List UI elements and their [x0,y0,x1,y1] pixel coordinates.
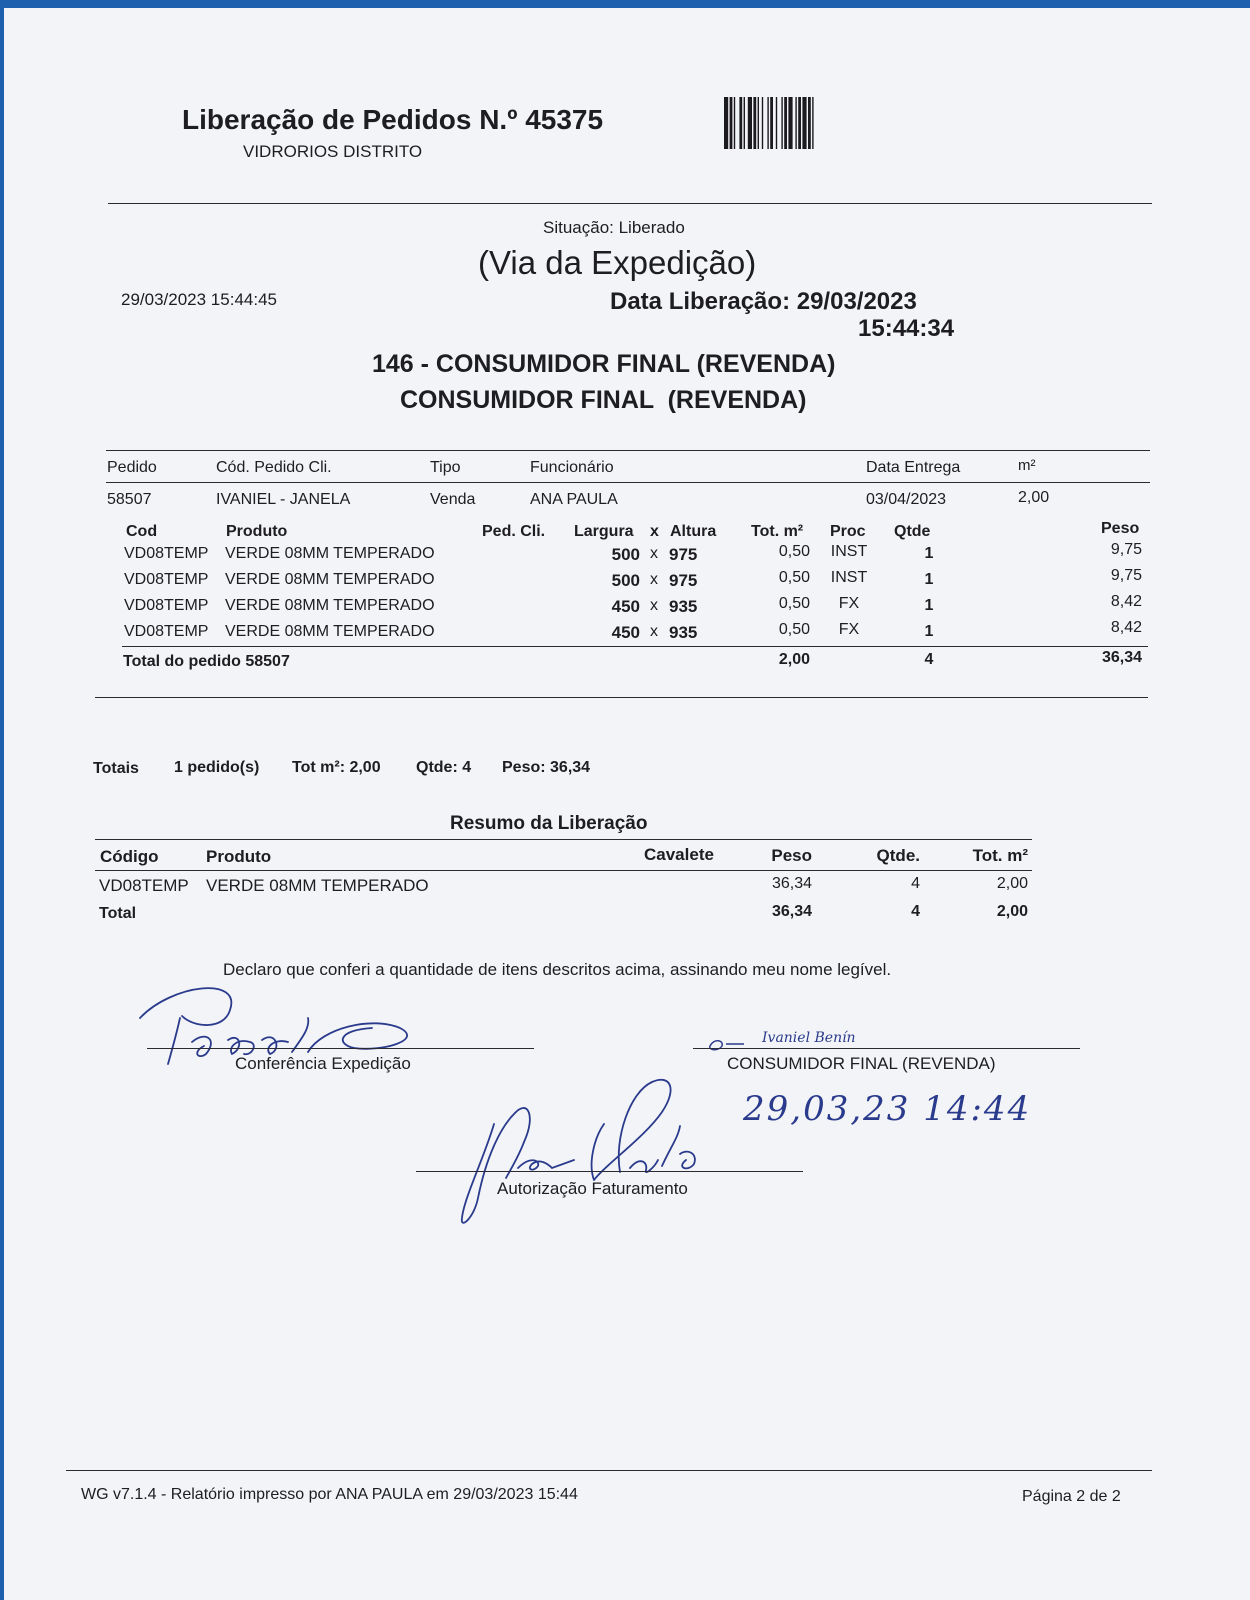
divider [95,839,1032,840]
item-tot-m2: 0,50 [778,595,810,612]
signature-autorizacao [444,1068,704,1228]
order-total-m2: 2,00 [778,651,810,668]
resumo-col-tot-m2: Tot. m² [972,846,1028,865]
order-pedido: 58507 [107,491,152,508]
order-data-entrega: 03/04/2023 [866,491,947,508]
col-largura: Largura [574,523,634,540]
col-tot-m2: Tot. m² [751,523,804,540]
item-cod: VD08TEMP [124,623,209,640]
item-tot-m2: 0,50 [778,621,810,638]
item-x: x [650,571,658,588]
resumo-col-peso: Peso [771,846,812,865]
resumo-tot-m2: 2,00 [996,875,1028,892]
item-cod: VD08TEMP [124,571,209,588]
declaration-text: Declaro que conferi a quantidade de itens descritos acima, assinando meu nome legível. [223,960,892,979]
item-tot-m2: 0,50 [778,543,810,560]
signature-line-autorizacao [416,1171,803,1172]
col-tipo: Tipo [430,459,461,476]
data-liberacao: Data Liberação: 29/03/2023 [610,288,917,315]
document-title: Liberação de Pedidos N.º 45375 [182,104,604,135]
signature-cliente [704,1028,934,1054]
resumo-col-qtde: Qtde. [876,846,920,865]
order-cod-pedido-cli: IVANIEL - JANELA [216,491,351,508]
item-cod: VD08TEMP [124,545,209,562]
signature-label-autorizacao: Autorização Faturamento [497,1179,688,1198]
order-tipo: Venda [430,491,476,508]
col-cod: Cod [126,523,158,540]
item-produto: VERDE 08MM TEMPERADO [225,597,435,614]
resumo-col-produto: Produto [206,847,272,866]
divider [106,482,1150,483]
order-funcionario: ANA PAULA [530,491,618,508]
divider [95,697,1148,698]
item-proc: FX [838,621,860,638]
print-datetime: 29/03/2023 15:44:45 [121,290,277,309]
resumo-qtde: 4 [911,875,920,892]
signature-line-conferencia [147,1048,534,1049]
divider [106,450,1150,451]
barcode [724,97,910,149]
resumo-total-label: Total [99,905,137,922]
item-altura: 935 [669,597,698,616]
item-qtde: 1 [924,597,934,614]
col-x: x [650,523,659,540]
col-altura: Altura [670,523,717,540]
signature-label-cliente: CONSUMIDOR FINAL (REVENDA) [727,1054,996,1073]
totais-tot-m2: Tot m²: 2,00 [292,759,381,776]
resumo-peso: 36,34 [771,875,812,892]
resumo-title: Resumo da Liberação [450,813,648,834]
signature-line-cliente [693,1048,1080,1049]
resumo-codigo: VD08TEMP [99,876,189,895]
item-produto: VERDE 08MM TEMPERADO [225,545,435,562]
hora-liberacao: 15:44:34 [858,315,955,342]
item-tot-m2: 0,50 [778,569,810,586]
item-altura: 975 [669,571,698,590]
col-peso: Peso [1101,520,1140,537]
col-funcionario: Funcionário [530,459,614,476]
resumo-col-cavalete: Cavalete [644,845,714,864]
divider [122,646,1148,647]
col-pedido: Pedido [107,459,157,476]
resumo-total-peso: 36,34 [771,903,812,920]
footer-page-number: Página 2 de 2 [1022,1488,1121,1505]
company-name: VIDRORIOS DISTRITO [243,142,423,161]
resumo-produto: VERDE 08MM TEMPERADO [206,876,429,895]
totais-peso: Peso: 36,34 [502,759,591,776]
footer-print-info: WG v7.1.4 - Relatório impresso por ANA PAULA em 29/03/2023 15:44 [81,1486,578,1503]
item-produto: VERDE 08MM TEMPERADO [225,571,435,588]
item-largura: 500 [611,545,640,564]
col-m2: m² [1018,457,1036,474]
order-total-qtde: 4 [924,651,934,668]
item-altura: 975 [669,545,698,564]
resumo-col-codigo: Código [100,847,159,866]
col-data-entrega: Data Entrega [866,459,961,476]
cliente-line-1: 146 - CONSUMIDOR FINAL (REVENDA) [372,350,836,378]
divider [108,203,1152,204]
item-qtde: 1 [924,623,934,640]
item-peso: 8,42 [1110,593,1142,610]
item-altura: 935 [669,623,698,642]
item-qtde: 1 [924,545,934,562]
totais-qtde: Qtde: 4 [416,759,472,776]
situacao-text: Situação: Liberado [543,218,685,237]
item-largura: 500 [611,571,640,590]
col-qtde: Qtde [894,523,931,540]
item-largura: 450 [611,597,640,616]
cliente-line-2: CONSUMIDOR FINAL (REVENDA) [400,386,807,414]
item-x: x [650,597,658,614]
col-cod-pedido-cli: Cód. Pedido Cli. [216,459,332,476]
order-total-label: Total do pedido 58507 [123,653,290,670]
item-x: x [650,545,658,562]
item-qtde: 1 [924,571,934,588]
col-proc: Proc [830,523,866,540]
item-produto: VERDE 08MM TEMPERADO [225,623,435,640]
item-x: x [650,623,658,640]
via-title: (Via da Expedição) [478,244,757,281]
col-ped-cli: Ped. Cli. [482,523,546,540]
totais-label: Totais [93,760,139,777]
item-peso: 9,75 [1110,541,1142,558]
item-proc: INST [830,543,868,560]
order-m2: 2,00 [1018,489,1050,506]
resumo-total-qtde: 4 [911,903,920,920]
item-peso: 8,42 [1110,619,1142,636]
item-largura: 450 [611,623,640,642]
document-page [4,8,1250,1600]
item-peso: 9,75 [1110,567,1142,584]
divider [95,870,1032,871]
item-proc: FX [838,595,860,612]
totais-pedidos: 1 pedido(s) [174,759,260,776]
item-cod: VD08TEMP [124,597,209,614]
handwritten-date [739,1080,1069,1136]
item-proc: INST [830,569,868,586]
footer-divider [66,1470,1152,1471]
col-produto: Produto [226,523,288,540]
cliente-handwritten-name: Ivaniel Benín [762,1030,856,1046]
order-total-peso: 36,34 [1101,649,1142,666]
resumo-total-tot-m2: 2,00 [996,903,1028,920]
handwritten-date-text: 29,03,23 14:44 [743,1089,1032,1129]
signature-label-conferencia: Conferência Expedição [235,1054,411,1073]
